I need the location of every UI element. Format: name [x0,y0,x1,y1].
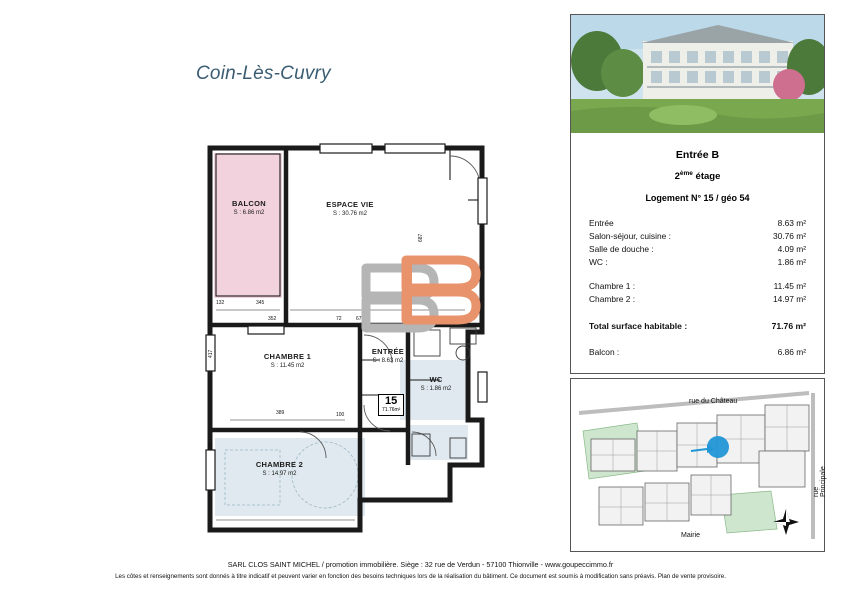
map-street-right-label: rue Principale [813,466,827,497]
table-row: Chambre 2 : 14.97 m² [589,294,806,305]
total-surface-row: Total surface habitable : 71.76 m² [589,321,806,332]
building-photo [571,15,824,133]
table-row: Salle de douche : 4.09 m² [589,244,806,255]
lot-badge: 15 71.76m² [378,394,404,416]
floor-label: 2ème étage [674,170,721,183]
map-street-top-label: rue du Château [689,398,738,405]
entrance-label: Entrée B [675,149,720,161]
dimension-text: 132 [216,300,225,306]
table-row: Entrée 8.63 m² [589,218,806,229]
map-bottom-label: Mairie [681,532,701,539]
room-label-wc: WC S : 1.86 m2 [420,375,452,393]
dimension-text: 687 [418,233,424,242]
dimension-text: 100 [336,412,345,418]
footer-disclaimer: Les côtes et renseignements sont donnés à titre indicatif et peuvent varier en fonction des besoins techniques lors de la réalisation du bâtiment. Ce document est soumis à modification sans préavis. Plan de vente provisoire. [115,573,726,580]
room-label-espace-vie: ESPACE VIE S : 30.76 m2 [326,200,374,218]
company-logo [348,238,496,358]
table-row: WC : 1.86 m² [589,257,806,268]
table-row: Chambre 1 : 11.45 m² [589,281,806,292]
dimension-text: 352 [268,316,277,322]
page-title: Coin-Lès-Cuvry [196,63,331,84]
footer [0,560,841,580]
dimension-text: 345 [256,300,265,306]
dimension-text: 67 [356,316,362,322]
dimension-text: 646 [362,300,371,306]
dimension-text: 417 [208,349,214,358]
site-map-card [570,378,825,552]
apartment-info-card [570,14,825,374]
dimension-text: 389 [276,410,285,416]
dimension-text: 370 [208,441,214,450]
room-label-chambre-2: CHAMBRE 2 S : 14.97 m2 [255,460,304,478]
surface-table [589,217,806,359]
room-label-entree: ENTRÉE S : 8.63 m2 [371,347,405,365]
dimension-text: 72 [336,316,342,322]
footer-company-line: SARL CLOS SAINT MICHEL / promotion immobilière. Siège : 32 rue de Verdun - 57100 Thionville - www.goupeccimmo.fr [227,560,614,569]
room-label-chambre-1: CHAMBRE 1 S : 11.45 m2 [263,352,312,370]
lot-label: Logement N° 15 / géo 54 [645,193,750,204]
balcony-row: Balcon : 6.86 m² [589,347,806,358]
apartment-details [571,133,824,359]
dimension-text: 185 [434,316,443,322]
room-label-balcon: BALCON S : 6.86 m2 [232,199,266,217]
table-row: Salon-séjour, cuisine : 30.76 m² [589,231,806,242]
